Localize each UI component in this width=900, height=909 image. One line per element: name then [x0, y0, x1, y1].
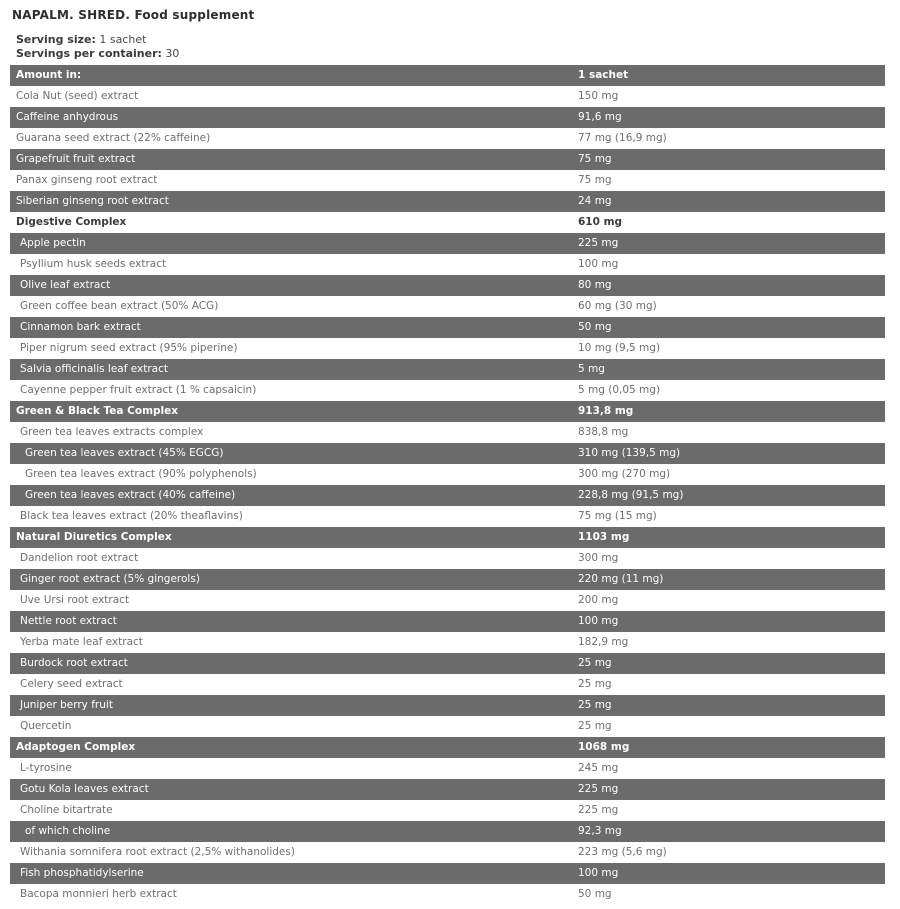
ingredient-name: Adaptogen Complex	[16, 741, 136, 753]
serving-size-line	[16, 33, 900, 47]
table-row	[10, 359, 885, 380]
ingredient-name: Celery seed extract	[20, 678, 123, 690]
ingredient-name: Cola Nut (seed) extract	[16, 90, 139, 102]
serving-info	[16, 33, 900, 61]
ingredient-name: Panax ginseng root extract	[16, 174, 158, 186]
ingredient-amount: 24 mg	[578, 195, 612, 207]
table-row	[10, 884, 885, 905]
ingredient-name: Green & Black Tea Complex	[16, 405, 179, 417]
ingredient-name: Grapefruit fruit extract	[16, 153, 136, 165]
table-row	[10, 653, 885, 674]
ingredient-name: Gotu Kola leaves extract	[20, 783, 149, 795]
ingredient-name: Ginger root extract (5% gingerols)	[20, 573, 200, 585]
table-row	[10, 128, 885, 149]
table-row	[10, 254, 885, 275]
ingredient-amount: 5 mg (0,05 mg)	[578, 384, 661, 396]
table-row	[10, 149, 885, 170]
table-row	[10, 590, 885, 611]
ingredient-name: Olive leaf extract	[20, 279, 111, 291]
ingredient-name: Fish phosphatidylserine	[20, 867, 144, 879]
ingredient-amount: 838,8 mg	[578, 426, 629, 438]
table-row	[10, 464, 885, 485]
ingredient-amount: 1103 mg	[578, 531, 630, 543]
table-row	[10, 296, 885, 317]
column-header-amount-in: Amount in:	[16, 69, 82, 81]
ingredient-name: Natural Diuretics Complex	[16, 531, 172, 543]
supplement-table	[10, 65, 885, 905]
ingredient-amount: 228,8 mg (91,5 mg)	[578, 489, 684, 501]
ingredient-name: Psyllium husk seeds extract	[20, 258, 167, 270]
ingredient-amount: 77 mg (16,9 mg)	[578, 132, 667, 144]
table-row	[10, 443, 885, 464]
ingredient-amount: 5 mg	[578, 363, 605, 375]
ingredient-name: Green coffee bean extract (50% ACG)	[20, 300, 219, 312]
ingredient-amount: 25 mg	[578, 657, 612, 669]
table-row	[10, 191, 885, 212]
table-row	[10, 548, 885, 569]
ingredient-name: Digestive Complex	[16, 216, 127, 228]
servings-per-container-value: 30	[165, 47, 180, 60]
servings-per-container-label: Servings per container:	[16, 47, 162, 60]
ingredient-amount: 223 mg (5,6 mg)	[578, 846, 667, 858]
page-title: NAPALM. SHRED. Food supplement	[12, 8, 255, 22]
ingredient-name: Choline bitartrate	[20, 804, 113, 816]
ingredient-name: Burdock root extract	[20, 657, 128, 669]
ingredient-name: Green tea leaves extract (90% polyphenols)	[25, 468, 257, 480]
ingredient-name: Green tea leaves extract (40% caffeine)	[25, 489, 236, 501]
table-row	[10, 611, 885, 632]
ingredient-amount: 310 mg (139,5 mg)	[578, 447, 681, 459]
ingredient-name: Yerba mate leaf extract	[20, 636, 143, 648]
ingredient-amount: 100 mg	[578, 258, 619, 270]
ingredient-name: Quercetin	[20, 720, 72, 732]
ingredient-amount: 150 mg	[578, 90, 619, 102]
ingredient-name: Withania somnifera root extract (2,5% withanolides)	[20, 846, 295, 858]
table-row	[10, 695, 885, 716]
ingredient-name: of which choline	[25, 825, 111, 837]
ingredient-name: Uve Ursi root extract	[20, 594, 130, 606]
serving-size-value: 1 sachet	[99, 33, 147, 46]
ingredient-amount: 92,3 mg	[578, 825, 622, 837]
ingredient-amount: 75 mg	[578, 174, 612, 186]
ingredient-name: Green tea leaves extract (45% EGCG)	[25, 447, 224, 459]
table-row	[10, 674, 885, 695]
table-row	[10, 716, 885, 737]
table-row	[10, 506, 885, 527]
ingredient-amount: 1068 mg	[578, 741, 630, 753]
table-row	[10, 758, 885, 779]
serving-size-label: Serving size:	[16, 33, 96, 46]
table-row	[10, 632, 885, 653]
ingredient-amount: 225 mg	[578, 237, 619, 249]
table-row	[10, 317, 885, 338]
ingredient-amount: 913,8 mg	[578, 405, 634, 417]
table-row	[10, 527, 885, 548]
ingredient-name: Black tea leaves extract (20% theaflavins)	[20, 510, 243, 522]
table-row	[10, 380, 885, 401]
table-row	[10, 212, 885, 233]
table-row	[10, 401, 885, 422]
table-header-row	[10, 65, 885, 86]
ingredient-amount: 300 mg	[578, 552, 619, 564]
ingredient-name: Nettle root extract	[20, 615, 117, 627]
column-header-serving: 1 sachet	[578, 69, 629, 81]
supplement-facts-page	[0, 8, 900, 909]
ingredient-amount: 182,9 mg	[578, 636, 629, 648]
ingredient-amount: 91,6 mg	[578, 111, 622, 123]
table-row	[10, 821, 885, 842]
ingredient-name: Bacopa monnieri herb extract	[20, 888, 177, 900]
ingredient-amount: 25 mg	[578, 678, 612, 690]
table-row	[10, 338, 885, 359]
ingredient-name: Caffeine anhydrous	[16, 111, 119, 123]
ingredient-amount: 300 mg (270 mg)	[578, 468, 671, 480]
ingredient-amount: 220 mg (11 mg)	[578, 573, 664, 585]
ingredient-amount: 60 mg (30 mg)	[578, 300, 657, 312]
ingredient-amount: 50 mg	[578, 888, 612, 900]
ingredient-amount: 10 mg (9,5 mg)	[578, 342, 661, 354]
servings-per-container-line	[16, 47, 900, 61]
table-row	[10, 275, 885, 296]
table-row	[10, 800, 885, 821]
ingredient-name: Green tea leaves extracts complex	[20, 426, 204, 438]
table-row	[10, 233, 885, 254]
ingredient-name: Salvia officinalis leaf extract	[20, 363, 169, 375]
ingredient-amount: 25 mg	[578, 720, 612, 732]
table-row	[10, 842, 885, 863]
ingredient-amount: 200 mg	[578, 594, 619, 606]
ingredient-amount: 50 mg	[578, 321, 612, 333]
ingredient-amount: 100 mg	[578, 867, 619, 879]
ingredient-name: Juniper berry fruit	[20, 699, 113, 711]
table-row	[10, 422, 885, 443]
ingredient-amount: 100 mg	[578, 615, 619, 627]
ingredient-amount: 610 mg	[578, 216, 623, 228]
ingredient-name: Guarana seed extract (22% caffeine)	[16, 132, 211, 144]
ingredient-name: Dandelion root extract	[20, 552, 139, 564]
ingredient-name: Siberian ginseng root extract	[16, 195, 169, 207]
ingredient-name: Apple pectin	[20, 237, 86, 249]
table-row	[10, 569, 885, 590]
ingredient-name: Cinnamon bark extract	[20, 321, 141, 333]
ingredient-amount: 75 mg	[578, 153, 612, 165]
table-row	[10, 107, 885, 128]
ingredient-name: Cayenne pepper fruit extract (1 % capsaicin)	[20, 384, 257, 396]
table-row	[10, 86, 885, 107]
ingredient-amount: 225 mg	[578, 804, 619, 816]
table-row	[10, 863, 885, 884]
table-row	[10, 485, 885, 506]
ingredient-amount: 25 mg	[578, 699, 612, 711]
ingredient-amount: 225 mg	[578, 783, 619, 795]
table-row	[10, 737, 885, 758]
table-body	[10, 86, 885, 905]
ingredient-amount: 80 mg	[578, 279, 612, 291]
ingredient-name: Piper nigrum seed extract (95% piperine)	[20, 342, 238, 354]
ingredient-amount: 75 mg (15 mg)	[578, 510, 657, 522]
table-row	[10, 779, 885, 800]
ingredient-amount: 245 mg	[578, 762, 619, 774]
table-row	[10, 170, 885, 191]
ingredient-name: L-tyrosine	[20, 762, 72, 774]
